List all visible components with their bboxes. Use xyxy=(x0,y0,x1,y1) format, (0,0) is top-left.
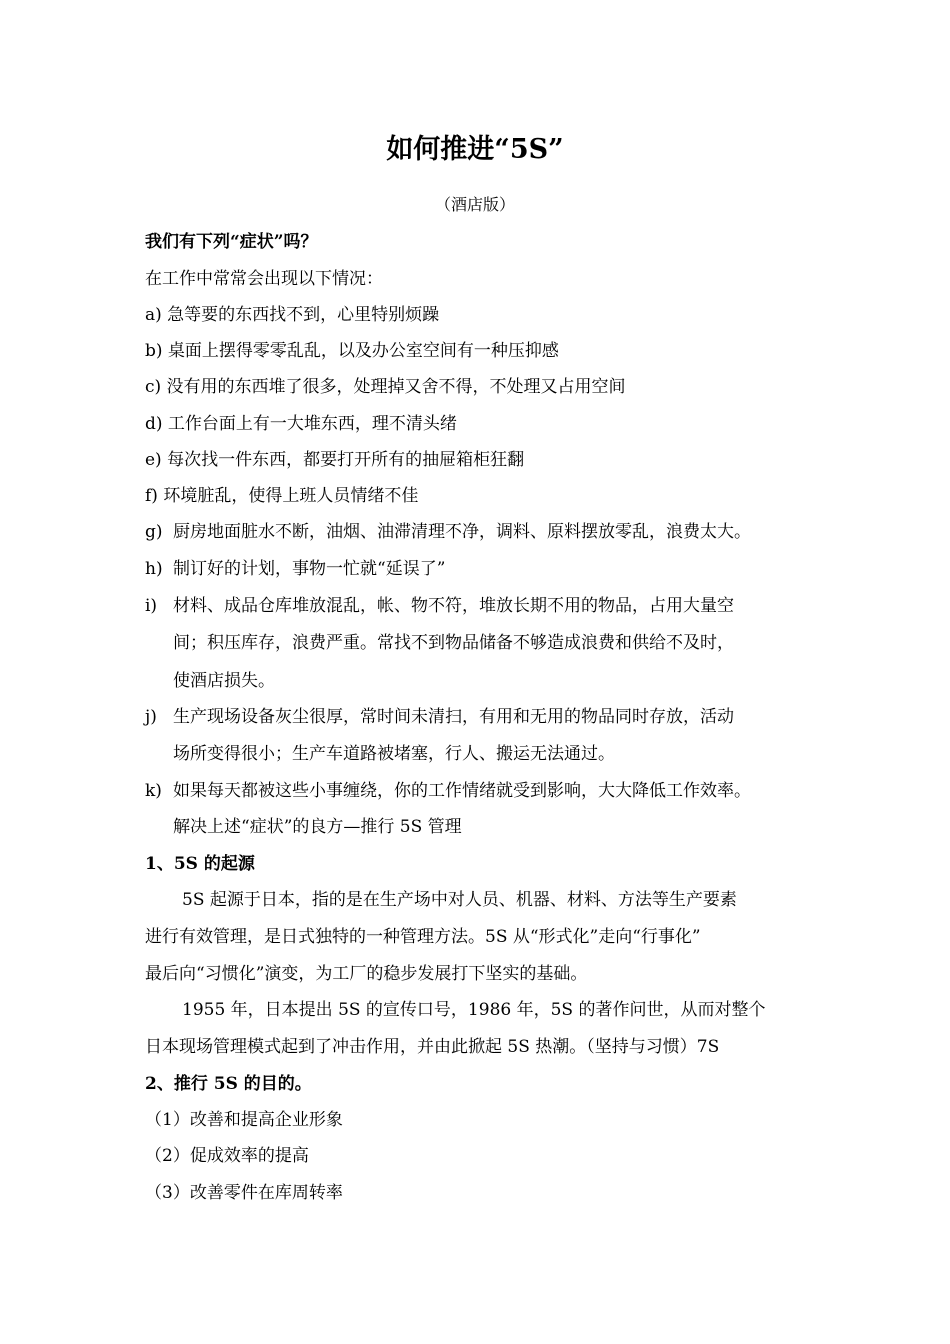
symptom-item-k-marker: k) xyxy=(145,781,162,801)
purpose-item-2: （2）促成效率的提高 xyxy=(145,1146,309,1166)
symptom-item-i-marker: i) xyxy=(145,596,158,616)
symptom-item-d: d) 工作台面上有一大堆东西，理不清头绪 xyxy=(145,414,457,434)
symptom-item-a: a) 急等要的东西找不到，心里特别烦躁 xyxy=(145,305,440,325)
purpose-item-1: （1）改善和提高企业形象 xyxy=(145,1110,343,1130)
symptom-item-b: b) 桌面上摆得零零乱乱，以及办公室空间有一种压抑感 xyxy=(145,341,559,361)
origin-para1-line-3: 最后向“习惯化”演变，为工厂的稳步发展打下坚实的基础。 xyxy=(145,964,588,984)
symptoms-heading: 我们有下列“症状”吗？ xyxy=(145,232,318,252)
document-subtitle: （酒店版） xyxy=(434,195,515,214)
origin-para1-line-1: 5S 起源于日本，指的是在生产场中对人员、机器、材料、方法等生产要素 xyxy=(182,890,737,910)
symptom-item-j-marker: j) xyxy=(145,707,157,727)
symptom-item-f: f) 环境脏乱，使得上班人员情绪不佳 xyxy=(145,486,419,506)
symptom-item-i-line-3: 使酒店损失。 xyxy=(173,671,275,691)
section-origin-heading: 1、5S 的起源 xyxy=(145,854,255,874)
document-title: 如何推进“5S” xyxy=(386,134,564,165)
symptom-item-g-marker: g) xyxy=(145,522,163,542)
symptoms-intro: 在工作中常常会出现以下情况： xyxy=(145,269,383,289)
symptom-item-k-line-2: 解决上述“症状”的良方—推行 5S 管理 xyxy=(173,817,462,837)
symptom-item-i-line-1: 材料、成品仓库堆放混乱，帐、物不符，堆放长期不用的物品，占用大量空 xyxy=(173,596,734,616)
origin-para1-line-2: 进行有效管理，是日式独特的一种管理方法。5S 从“形式化”走向“行事化” xyxy=(145,927,701,947)
origin-para2-line-1: 1955 年，日本提出 5S 的宣传口号，1986 年，5S 的著作问世，从而对整个 xyxy=(182,1000,766,1020)
purpose-item-3: （3）改善零件在库周转率 xyxy=(145,1183,343,1203)
symptom-item-e: e) 每次找一件东西，都要打开所有的抽屉箱柜狂翻 xyxy=(145,450,525,470)
symptom-item-k-line-1: 如果每天都被这些小事缠绕，你的工作情绪就受到影响，大大降低工作效率。 xyxy=(173,781,751,801)
section-purpose-heading: 2、推行 5S 的目的。 xyxy=(145,1074,312,1094)
origin-para2-line-2: 日本现场管理模式起到了冲击作用，并由此掀起 5S 热潮。（坚持与习惯）7S xyxy=(145,1037,720,1057)
symptom-item-h-text: 制订好的计划，事物一忙就“延误了” xyxy=(173,559,446,579)
symptom-item-h-marker: h) xyxy=(145,559,163,579)
symptom-item-j-line-1: 生产现场设备灰尘很厚，常时间未清扫，有用和无用的物品同时存放，活动 xyxy=(173,707,734,727)
symptom-item-g-text: 厨房地面脏水不断，油烟、油滞清理不净，调料、原料摆放零乱，浪费太大。 xyxy=(173,522,751,542)
symptom-item-c: c) 没有用的东西堆了很多，处理掉又舍不得，不处理又占用空间 xyxy=(145,377,626,397)
symptom-item-i-line-2: 间；积压库存，浪费严重。常找不到物品储备不够造成浪费和供给不及时， xyxy=(173,633,734,653)
symptom-item-j-line-2: 场所变得很小；生产车道路被堵塞，行人、搬运无法通过。 xyxy=(173,744,615,764)
